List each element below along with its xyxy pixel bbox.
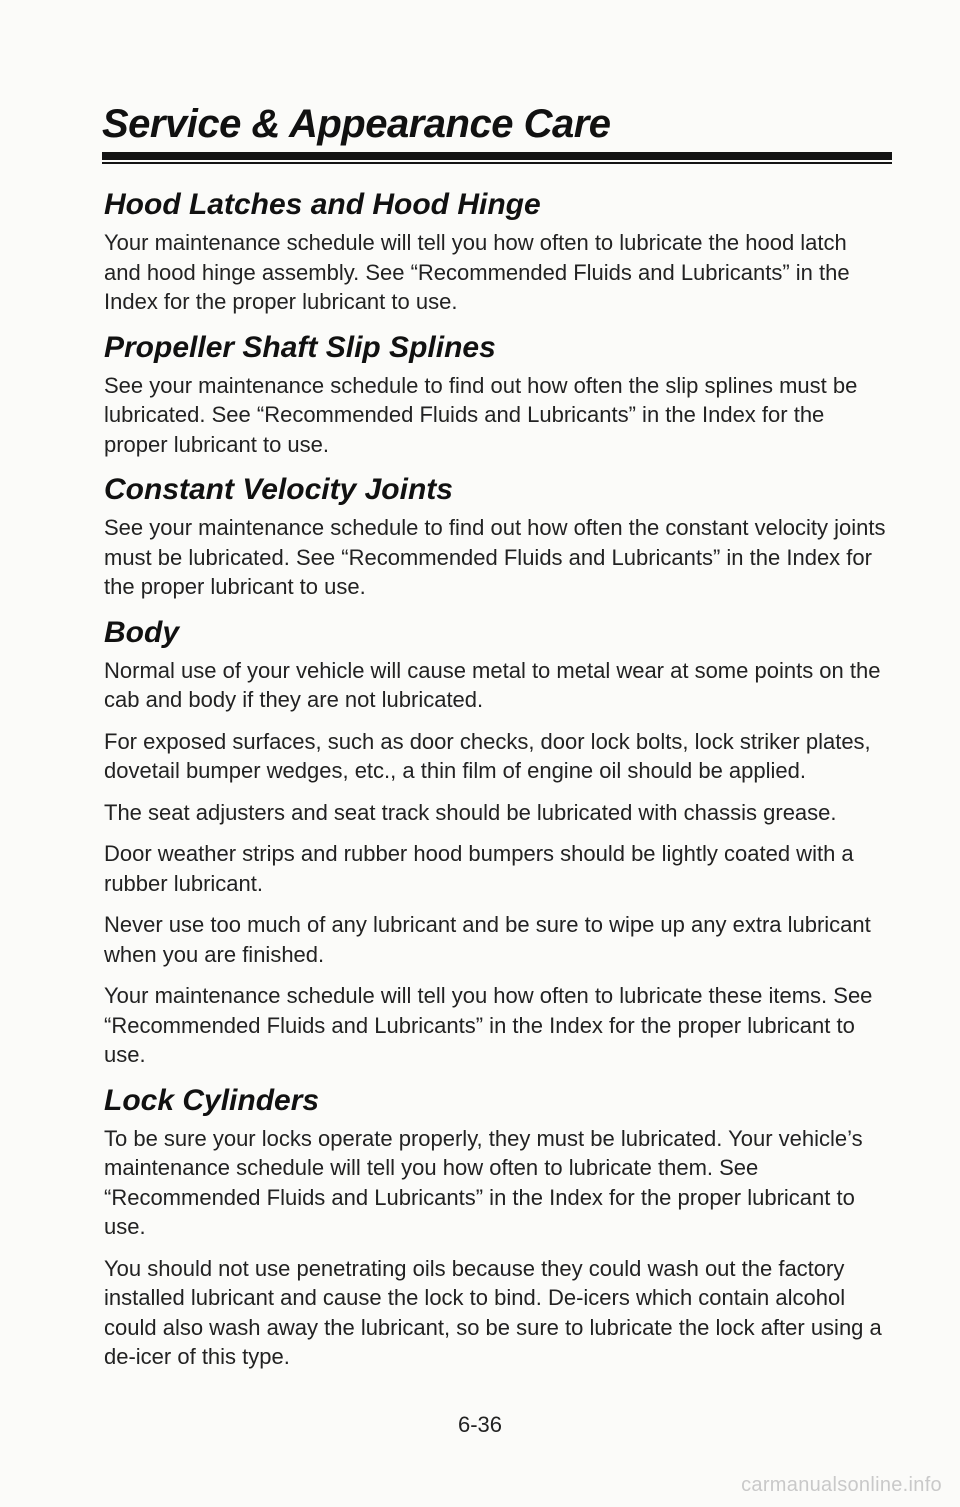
paragraph: Door weather strips and rubber hood bumpers should be lightly coated with a rubber lubricant. <box>104 841 854 896</box>
page-title: Service & Appearance Care <box>102 102 611 146</box>
paragraph: The seat adjusters and seat track should be lubricated with chassis grease. <box>104 799 837 825</box>
section-heading: Constant Velocity Joints <box>104 473 453 506</box>
section-heading: Propeller Shaft Slip Splines <box>104 330 496 364</box>
header-rule-thin <box>102 162 892 164</box>
main-content <box>104 186 888 1384</box>
section-heading: Lock Cylinders <box>104 1083 320 1117</box>
section-heading: Body <box>104 615 179 649</box>
section-constant-velocity <box>104 471 888 602</box>
watermark: carmanualsonline.info <box>741 1474 942 1496</box>
section-hood-latches <box>104 186 888 317</box>
page-number: 6-36 <box>457 1412 503 1437</box>
paragraph: Your maintenance schedule will tell you how often to lubricate these items. See “Recommended Fluids and Lubricants” in the Index for the proper lubricant to use. <box>104 983 873 1067</box>
section-heading: Hood Latches and Hood Hinge <box>104 188 541 221</box>
paragraph: You should not use penetrating oils because they could wash out the factory installed lubricant and cause the lock to bind. De-icers which contain alcohol could also wash away the lubricant, so be sure to lubricate the lock after using a de-icer of this type. <box>104 1255 882 1369</box>
section-propeller-shaft <box>104 329 888 460</box>
header-rule-thick <box>102 152 892 160</box>
paragraph: To be sure your locks operate properly, they must be lubricated. Your vehicle’s maintenance schedule will tell you how often to lubricate them. See “Recommended Fluids and Lubricants” in the Index for the proper lubricant to use. <box>104 1125 863 1239</box>
paragraph: See your maintenance schedule to find out how often the slip splines must be lubricated. See “Recommended Fluids and Lubricants” in the Index for the proper lubricant to use. <box>104 372 858 457</box>
paragraph: See your maintenance schedule to find out how often the constant velocity joints must be lubricated. See “Recommended Fluids and Lubricants” in the Index for the proper lubricant to use. <box>104 515 886 599</box>
paragraph: Normal use of your vehicle will cause metal to metal wear at some points on the cab and body if they are not lubricated. <box>104 657 881 712</box>
paragraph: Never use too much of any lubricant and be sure to wipe up any extra lubricant when you are finished. <box>104 912 871 967</box>
section-body <box>104 614 888 1070</box>
section-lock-cylinders <box>104 1082 888 1372</box>
page-header <box>102 100 894 148</box>
paragraph: Your maintenance schedule will tell you how often to lubricate the hood latch and hood hinge assembly. See “Recommended Fluids and Lubricants” in the Index for the proper lubricant to use. <box>104 230 850 314</box>
paragraph: For exposed surfaces, such as door checks, door lock bolts, lock striker plates, dovetail bumper wedges, etc., a thin film of engine oil should be applied. <box>104 728 871 783</box>
